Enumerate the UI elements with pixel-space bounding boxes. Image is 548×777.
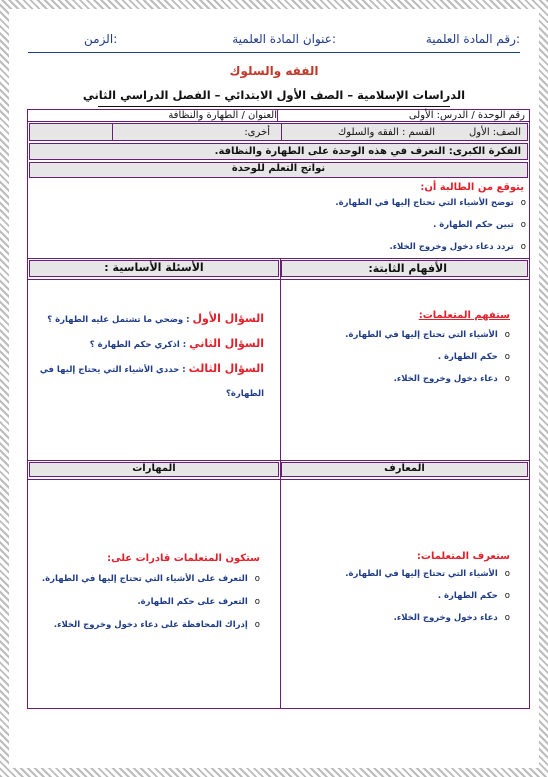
question-text: : وضحي ما تشتمل عليه الطهارة ؟: [47, 315, 190, 325]
understandings-intro: ستفهم المتعلمات:: [418, 310, 510, 321]
outcome-item: o توضح الأشياء التي تحتاج إليها في الطهارة.: [335, 198, 526, 208]
subject-title-label: عنوان المادة العلمية:: [232, 32, 336, 46]
unit-title: العنوان / الطهارة والنظافة: [168, 110, 277, 121]
question-3: [40, 362, 264, 375]
question-text: : حددي الأشياء التي يحتاج إليها في: [39, 365, 186, 375]
knowledge-item: o حكم الطهارة .: [438, 591, 510, 601]
skill-item: o التعرف على الأشياء التي تحتاج إليها في الطهارة.: [42, 574, 260, 584]
skills-intro: ستكون المتعلمات قادرات على:: [107, 553, 260, 564]
question-3-continuation: الطهارة؟: [225, 389, 264, 399]
course-title: الدراسات الإسلامية – الصف الأول الابتدائي – الفصل الدراسي الثاني: [82, 88, 466, 102]
question-label: السؤال الثالث: [188, 362, 264, 375]
outcome-item: o تردد دعاء دخول وخروج الخلاء.: [389, 242, 526, 252]
question-1: [47, 312, 264, 325]
question-label: السؤال الأول: [192, 312, 264, 325]
knowledge-header: المعارف: [384, 463, 425, 474]
knowledge-intro: ستعرف المتعلمات:: [416, 551, 510, 562]
question-text: : اذكري حكم الطهارة ؟: [89, 340, 187, 350]
other: أخرى:: [244, 127, 270, 138]
section: القسم : الفقه والسلوك: [338, 127, 435, 138]
skill-item: o التعرف على حكم الطهارة.: [137, 597, 260, 607]
divider: [27, 279, 530, 280]
header-underline: [28, 52, 520, 53]
divider: [27, 479, 530, 480]
divider: [27, 258, 530, 259]
knowledge-item: o دعاء دخول وخروج الخلاء.: [394, 613, 510, 623]
time-label: الزمن:: [84, 32, 118, 46]
outcome-item: o تبين حكم الطهارة .: [433, 220, 526, 230]
questions-header-cell: [29, 260, 279, 277]
skills-header-cell: [29, 462, 279, 477]
understanding-item: o حكم الطهارة .: [438, 352, 510, 362]
big-idea-row: [29, 143, 528, 160]
understandings-header: الأفهام الثابتة:: [368, 262, 447, 275]
knowledge-item: o الأشياء التي تحتاج إليها في الطهارة.: [345, 569, 510, 579]
subject-name: الفقه والسلوك: [229, 64, 319, 78]
knowledge-header-cell: [281, 462, 528, 477]
big-idea: الفكرة الكبرى: التعرف في هذه الوحدة على الطهارة والنظافة.: [214, 146, 521, 157]
outcomes-intro: يتوقع من الطالبة أن:: [420, 182, 524, 193]
info-row-2: [29, 123, 528, 141]
grade: الصف: الأول: [469, 127, 521, 138]
question-2: [90, 337, 264, 350]
skill-item: o إدراك المحافظة على دعاء دخول وخروج الخلاء.: [54, 620, 260, 630]
divider: [27, 460, 530, 461]
course-title-underline: [98, 106, 450, 107]
unit-lesson: رقم الوحدة / الدرس: الأولى: [408, 110, 525, 121]
understanding-item: o دعاء دخول وخروج الخلاء.: [394, 374, 510, 384]
divider: [27, 121, 530, 122]
skills-header: المهارات: [132, 463, 176, 474]
divider: [281, 123, 282, 141]
understanding-item: o الأشياء التي تحتاج إليها في الطهارة.: [345, 330, 510, 340]
center-divider: [280, 258, 281, 709]
info-row-1: [28, 110, 529, 121]
outcomes-header: نواتج التعلم للوحدة: [231, 163, 326, 174]
divider: [112, 123, 113, 141]
outcomes-header-row: [29, 162, 528, 178]
divider: [277, 109, 278, 121]
questions-header: الأسئلة الأساسية :: [104, 261, 204, 274]
question-label: السؤال الثاني: [189, 337, 264, 350]
subject-number-label: رقم المادة العلمية:: [425, 32, 520, 46]
understandings-header-cell: [281, 260, 528, 277]
